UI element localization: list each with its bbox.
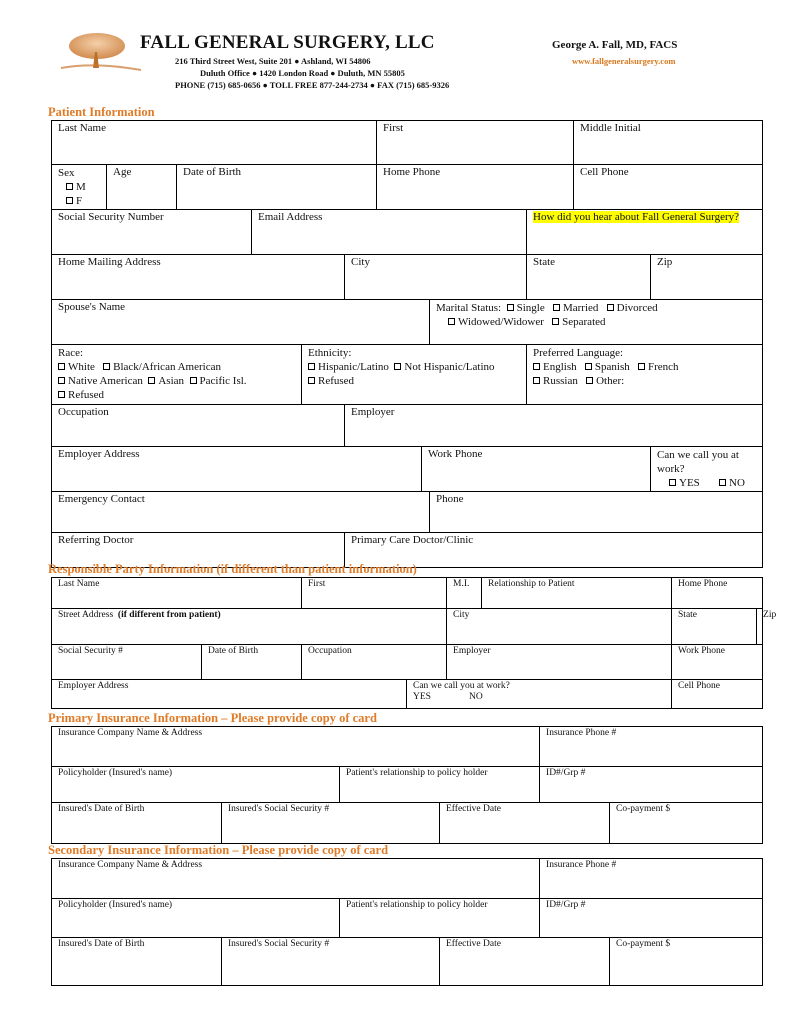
pi-copay-label: Co-payment $ — [616, 804, 671, 814]
checkbox-icon — [638, 363, 645, 370]
primary-care-label: Primary Care Doctor/Clinic — [351, 534, 474, 546]
race-pacific-label: Pacific Isl. — [199, 375, 247, 387]
mailing-address-field[interactable] — [52, 255, 345, 300]
call-at-work-field — [651, 447, 763, 492]
practice-logo — [55, 28, 145, 76]
si-id-grp-field[interactable] — [540, 899, 763, 938]
checkbox-icon — [148, 377, 155, 384]
zip-field[interactable] — [651, 255, 763, 300]
emergency-contact-field[interactable] — [52, 492, 430, 533]
rp-street-note: (if different from patient) — [117, 610, 221, 620]
sex-m-checkbox[interactable] — [58, 180, 100, 194]
checkbox-icon — [607, 304, 614, 311]
rp-city-field[interactable] — [447, 609, 672, 645]
ethnicity-not-hispanic-label: Not Hispanic/Latino — [404, 361, 495, 373]
checkbox-icon — [533, 377, 540, 384]
race-native-label: Native American — [68, 375, 143, 387]
checkbox-icon — [533, 363, 540, 370]
rp-home-phone-field[interactable] — [672, 578, 763, 609]
employer-field[interactable] — [345, 405, 763, 447]
marital-widowed-checkbox[interactable] — [448, 316, 544, 328]
middle-initial-field[interactable] — [574, 121, 763, 165]
dob-label: Date of Birth — [183, 166, 242, 178]
si-company-label: Insurance Company Name & Address — [58, 860, 203, 870]
zip-label: Zip — [657, 256, 673, 268]
pi-policyholder-field[interactable] — [52, 767, 340, 803]
race-white-label: White — [68, 361, 95, 373]
email-field[interactable] — [252, 210, 527, 255]
city-field[interactable] — [345, 255, 527, 300]
race-refused-label: Refused — [68, 389, 105, 401]
race-native-checkbox[interactable] — [58, 375, 143, 387]
rp-city-label: City — [453, 610, 470, 620]
checkbox-icon — [308, 363, 315, 370]
checkbox-icon — [669, 479, 676, 486]
checkbox-icon — [586, 377, 593, 384]
language-field — [527, 345, 763, 405]
pi-insured-dob-label: Insured's Date of Birth — [58, 804, 145, 814]
lang-french-checkbox[interactable] — [638, 361, 679, 373]
ssn-label: Social Security Number — [58, 211, 164, 223]
secondary-insurance-table — [51, 858, 763, 986]
rp-last-name-label: Last Name — [58, 579, 100, 589]
checkbox-icon — [66, 197, 73, 204]
marital-separated-label: Separated — [562, 316, 606, 328]
rp-work-phone-field[interactable] — [672, 645, 763, 680]
checkbox-icon — [507, 304, 514, 311]
si-company-field[interactable] — [52, 859, 540, 899]
checkbox-icon — [719, 479, 726, 486]
rp-state-field[interactable] — [672, 609, 757, 645]
marital-divorced-checkbox[interactable] — [607, 302, 658, 314]
dob-field[interactable] — [177, 165, 377, 210]
age-label: Age — [113, 166, 132, 178]
checkbox-icon — [103, 363, 110, 370]
call-at-work-label: Can we call you at work? — [657, 449, 739, 475]
rp-occupation-label: Occupation — [308, 646, 352, 656]
doctor-name: George A. Fall, MD, FACS — [552, 39, 678, 51]
pi-id-grp-label: ID#/Grp # — [546, 768, 586, 778]
lang-other-checkbox[interactable] — [586, 375, 624, 387]
rp-relationship-label: Relationship to Patient — [488, 579, 575, 589]
address-line-1: 216 Third Street West, Suite 201 ● Ashland, WI 54806 — [175, 56, 371, 66]
rp-dob-field[interactable] — [202, 645, 302, 680]
call-at-work-yes-checkbox[interactable] — [669, 477, 700, 489]
si-relationship-label: Patient's relationship to policy holder — [346, 900, 488, 910]
si-insured-dob-field[interactable] — [52, 938, 222, 986]
pi-relationship-label: Patient's relationship to policy holder — [346, 768, 488, 778]
si-insured-ssn-label: Insured's Social Security # — [228, 939, 330, 949]
rp-call-at-work-label: Can we call you at work? — [413, 681, 510, 691]
si-insured-dob-label: Insured's Date of Birth — [58, 939, 145, 949]
race-black-label: Black/African American — [113, 361, 221, 373]
age-field[interactable] — [107, 165, 177, 210]
lang-other-label: Other: — [596, 375, 625, 387]
ethnicity-hispanic-label: Hispanic/Latino — [318, 361, 389, 373]
marital-widowed-label: Widowed/Widower — [458, 316, 544, 328]
rp-call-yes-option[interactable]: YES — [413, 692, 431, 702]
pi-policyholder-label: Policyholder (Insured's name) — [58, 768, 173, 778]
lang-french-label: French — [647, 361, 679, 373]
rp-work-phone-label: Work Phone — [678, 646, 726, 656]
cell-phone-field[interactable] — [574, 165, 763, 210]
si-effective-date-field[interactable] — [440, 938, 610, 986]
work-phone-label: Work Phone — [428, 448, 483, 460]
checkbox-icon — [448, 318, 455, 325]
employer-label: Employer — [351, 406, 395, 418]
ssn-field[interactable] — [52, 210, 252, 255]
pi-insured-dob-field[interactable] — [52, 803, 222, 844]
employer-address-label: Employer Address — [58, 448, 140, 460]
lang-spanish-label: Spanish — [594, 361, 630, 373]
checkbox-icon — [308, 377, 315, 384]
marital-married-checkbox[interactable] — [553, 302, 598, 314]
checkbox-icon — [585, 363, 592, 370]
middle-initial-label: Middle Initial — [580, 122, 641, 134]
checkbox-icon — [66, 183, 73, 190]
rp-mi-label: M.I. — [453, 579, 470, 589]
pi-effective-date-label: Effective Date — [446, 804, 501, 814]
rp-occupation-field[interactable] — [302, 645, 447, 680]
section-title-responsible: Responsible Party Information (if different than patient information) — [48, 562, 417, 576]
rp-street-address-field[interactable] — [52, 609, 447, 645]
si-policyholder-field[interactable] — [52, 899, 340, 938]
rp-home-phone-label: Home Phone — [678, 579, 728, 589]
marital-single-label: Single — [516, 302, 545, 314]
si-id-grp-label: ID#/Grp # — [546, 900, 586, 910]
rp-zip-label: Zip — [763, 610, 777, 620]
sex-field — [52, 165, 107, 210]
state-label: State — [533, 256, 556, 268]
emergency-phone-field[interactable] — [430, 492, 763, 533]
sex-f-label: F — [76, 195, 83, 207]
race-pacific-checkbox[interactable] — [190, 375, 247, 387]
pi-phone-label: Insurance Phone # — [546, 728, 617, 738]
checkbox-icon — [190, 377, 197, 384]
sex-f-checkbox[interactable] — [58, 194, 100, 208]
first-name-label: First — [383, 122, 404, 134]
checkbox-icon — [552, 318, 559, 325]
ethnicity-field — [302, 345, 527, 405]
spouse-name-label: Spouse's Name — [58, 301, 126, 313]
rp-state-label: State — [678, 610, 698, 620]
checkbox-icon — [58, 391, 65, 398]
rp-ssn-label: Social Security # — [58, 646, 123, 656]
rp-street-address-label: Street Address — [58, 610, 114, 620]
race-asian-checkbox[interactable] — [148, 375, 184, 387]
lang-english-checkbox[interactable] — [533, 361, 577, 373]
referral-source-field[interactable] — [527, 210, 763, 255]
practice-name: FALL GENERAL SURGERY, LLC — [140, 32, 435, 53]
ethnicity-refused-label: Refused — [318, 375, 355, 387]
ethnicity-hispanic-checkbox[interactable] — [308, 361, 389, 373]
rp-mi-field[interactable] — [447, 578, 482, 609]
work-phone-field[interactable] — [422, 447, 651, 492]
rp-employer-field[interactable] — [447, 645, 672, 680]
si-phone-field[interactable] — [540, 859, 763, 899]
patient-info-table — [51, 120, 763, 568]
last-name-field[interactable] — [52, 121, 377, 165]
checkbox-icon — [553, 304, 560, 311]
emergency-phone-label: Phone — [436, 493, 464, 505]
mailing-address-label: Home Mailing Address — [58, 256, 161, 268]
cell-phone-label: Cell Phone — [580, 166, 629, 178]
call-at-work-no-checkbox[interactable] — [719, 477, 745, 489]
employer-address-field[interactable] — [52, 447, 422, 492]
rp-last-name-field[interactable] — [52, 578, 302, 609]
referring-doctor-label: Referring Doctor — [58, 534, 134, 546]
section-title-secondary-insurance: Secondary Insurance Information – Please provide copy of card — [48, 843, 389, 857]
race-white-checkbox[interactable] — [58, 361, 95, 373]
rp-call-no-option[interactable]: NO — [468, 692, 483, 702]
pi-phone-field[interactable] — [540, 727, 763, 767]
checkbox-icon — [394, 363, 401, 370]
lang-russian-label: Russian — [543, 375, 578, 387]
pi-copay-field[interactable] — [610, 803, 763, 844]
state-field[interactable] — [527, 255, 651, 300]
pi-insured-ssn-label: Insured's Social Security # — [228, 804, 330, 814]
ethnicity-refused-checkbox[interactable] — [308, 375, 354, 387]
si-policyholder-label: Policyholder (Insured's name) — [58, 900, 173, 910]
call-at-work-yes-label: YES — [679, 477, 700, 489]
rp-call-at-work-field — [407, 680, 672, 709]
rp-cell-phone-field[interactable] — [672, 680, 763, 709]
pi-company-label: Insurance Company Name & Address — [58, 728, 203, 738]
pi-insured-ssn-field[interactable] — [222, 803, 440, 844]
rp-relationship-field[interactable] — [482, 578, 672, 609]
lang-russian-checkbox[interactable] — [533, 375, 578, 387]
rp-first-name-label: First — [308, 579, 326, 589]
lang-english-label: English — [543, 361, 577, 373]
email-label: Email Address — [258, 211, 323, 223]
si-effective-date-label: Effective Date — [446, 939, 501, 949]
race-black-checkbox[interactable] — [103, 361, 221, 373]
primary-insurance-table — [51, 726, 763, 844]
rp-employer-address-label: Employer Address — [58, 681, 129, 691]
marital-married-label: Married — [562, 302, 599, 314]
language-label: Preferred Language: — [533, 347, 624, 359]
rp-dob-label: Date of Birth — [208, 646, 259, 656]
rp-ssn-field[interactable] — [52, 645, 202, 680]
lang-spanish-checkbox[interactable] — [585, 361, 630, 373]
si-insured-ssn-field[interactable] — [222, 938, 440, 986]
spouse-name-field[interactable] — [52, 300, 430, 345]
sex-label: Sex — [58, 167, 75, 179]
si-phone-label: Insurance Phone # — [546, 860, 617, 870]
address-line-2: Duluth Office ● 1420 London Road ● Duluth, MN 55805 — [200, 68, 405, 78]
pi-relationship-field[interactable] — [340, 767, 540, 803]
emergency-contact-label: Emergency Contact — [58, 493, 145, 505]
marital-status-field — [430, 300, 763, 345]
ethnicity-label: Ethnicity: — [308, 347, 352, 359]
responsible-party-table — [51, 577, 777, 709]
rp-zip-field[interactable] — [757, 609, 777, 645]
home-phone-label: Home Phone — [383, 166, 441, 178]
checkbox-icon — [58, 363, 65, 370]
pi-company-field[interactable] — [52, 727, 540, 767]
marital-single-checkbox[interactable] — [507, 302, 545, 314]
race-refused-checkbox[interactable] — [58, 389, 104, 401]
occupation-label: Occupation — [58, 406, 109, 418]
sex-m-label: M — [76, 181, 86, 193]
marital-status-label: Marital Status: — [436, 302, 502, 314]
ethnicity-not-hispanic-checkbox[interactable] — [394, 361, 494, 373]
rp-employer-label: Employer — [453, 646, 491, 656]
pi-id-grp-field[interactable] — [540, 767, 763, 803]
section-title-primary-insurance: Primary Insurance Information – Please provide copy of card — [48, 711, 377, 725]
city-label: City — [351, 256, 370, 268]
last-name-label: Last Name — [58, 122, 106, 134]
section-title-patient: Patient Information — [48, 105, 155, 119]
si-copay-label: Co-payment $ — [616, 939, 671, 949]
race-label: Race: — [58, 347, 84, 359]
phone-line: PHONE (715) 685-0656 ● TOLL FREE 877-244-2734 ● FAX (715) 685-9326 — [175, 80, 450, 90]
referral-question-label: How did you hear about Fall General Surgery? — [533, 211, 740, 223]
si-copay-field[interactable] — [610, 938, 763, 986]
home-phone-field[interactable] — [377, 165, 574, 210]
rp-cell-phone-label: Cell Phone — [678, 681, 720, 691]
occupation-field[interactable] — [52, 405, 345, 447]
marital-separated-checkbox[interactable] — [552, 316, 605, 328]
si-relationship-field[interactable] — [340, 899, 540, 938]
race-asian-label: Asian — [158, 375, 185, 387]
pi-effective-date-field[interactable] — [440, 803, 610, 844]
race-field — [52, 345, 302, 405]
call-at-work-no-label: NO — [729, 477, 745, 489]
first-name-field[interactable] — [377, 121, 574, 165]
rp-employer-address-field[interactable] — [52, 680, 407, 709]
rp-first-name-field[interactable] — [302, 578, 447, 609]
checkbox-icon — [58, 377, 65, 384]
marital-divorced-label: Divorced — [616, 302, 658, 314]
website-link[interactable]: www.fallgeneralsurgery.com — [572, 56, 676, 66]
